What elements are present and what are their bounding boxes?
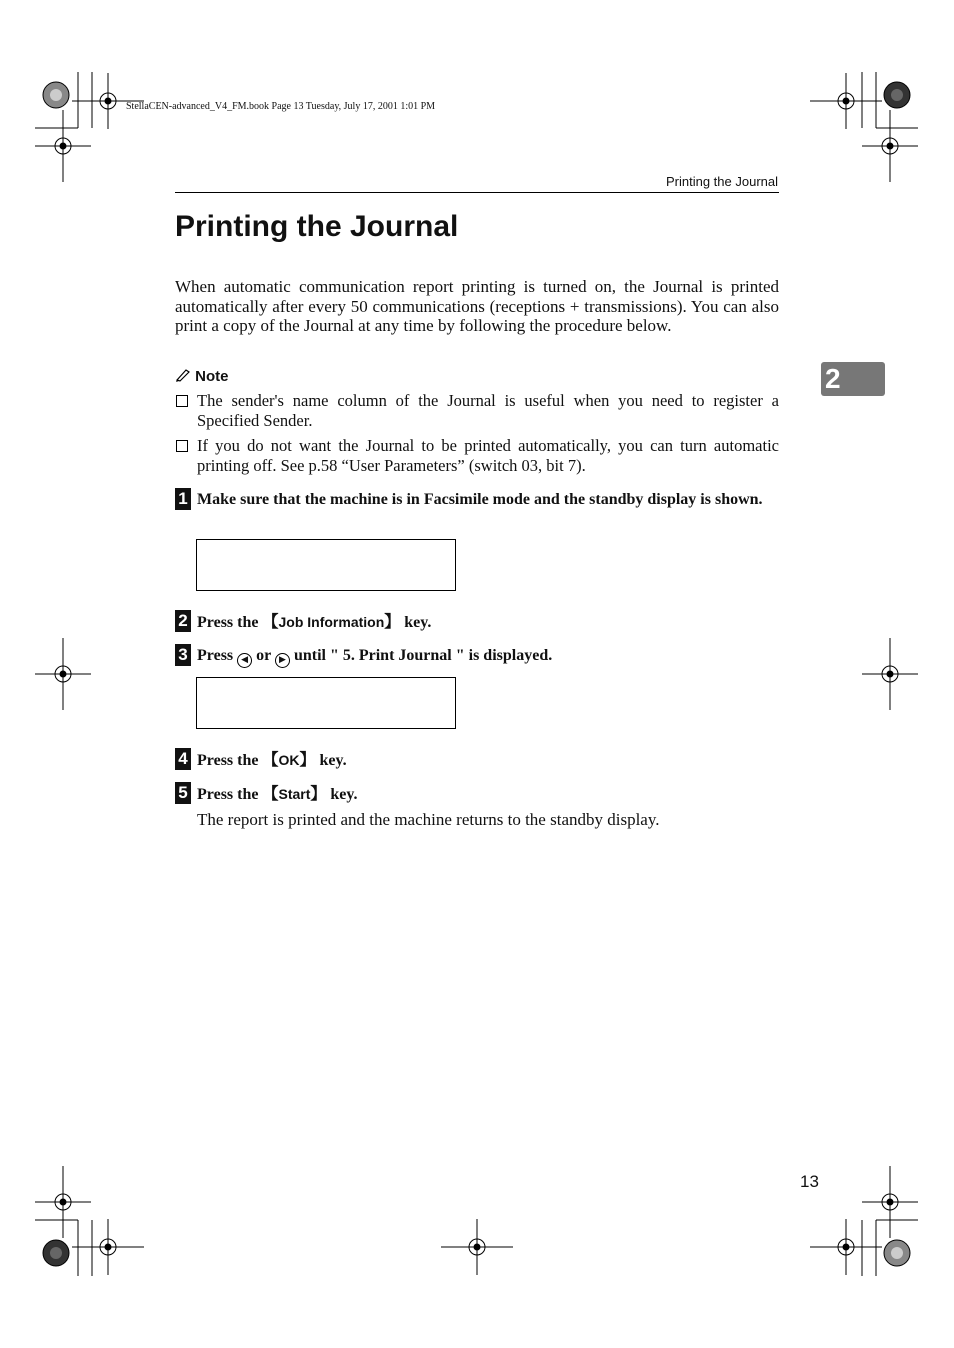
checkbox-bullet-icon: [176, 440, 188, 452]
checkbox-bullet-icon: [176, 395, 188, 407]
list-item: The sender's name column of the Journal is useful when you need to register a Specified Sender.: [175, 391, 779, 431]
step-3: 3 Press ◀ or ▶ until " 5. Print Journal " is displayed.: [175, 646, 779, 668]
step-2: 2 Press the 【Job Information】 key.: [175, 612, 779, 633]
header-rule: [175, 192, 779, 193]
note-label: Note: [195, 368, 229, 385]
step-5: 5 Press the 【Start】 key.: [175, 784, 779, 805]
chapter-tab: [821, 362, 885, 396]
lcd-line-1: [197, 590, 455, 591]
intro-paragraph: When automatic communication report printing is turned on, the Journal is printed automatically after every 50 communications (receptions + transmissions). You can also print a copy of the Journal at any time by following the procedure below.: [175, 277, 779, 335]
lcd-standby-display: [196, 539, 456, 591]
lcd-line-1: [197, 728, 455, 729]
note-list: [175, 391, 779, 481]
registration-targets: [35, 73, 918, 1275]
step-1: [175, 490, 779, 510]
running-header: Printing the Journal: [665, 174, 778, 189]
step-number: 1: [175, 488, 191, 510]
note-heading: [175, 368, 229, 385]
chapter-number: 2: [825, 363, 841, 394]
step-5-result: The report is printed and the machine returns to the standby display.: [197, 810, 660, 829]
step-number: 5: [175, 782, 191, 804]
step-number: 2: [175, 610, 191, 632]
start-key: Start: [278, 786, 311, 802]
page-number: 13: [800, 1172, 819, 1191]
left-arrow-key-icon: ◀: [237, 653, 252, 668]
step-number: 3: [175, 644, 191, 666]
print-info: StellaCEN-advanced_V4_FM.book Page 13 Tuesday, July 17, 2001 1:01 PM: [126, 101, 436, 112]
ok-key: OK: [278, 752, 300, 768]
step-number: 4: [175, 748, 191, 770]
list-item: If you do not want the Journal to be printed automatically, you can turn automatic printing off. See p.58 “User Parameters” (switch 03, bit 7).: [175, 436, 779, 476]
job-information-key: Job Information: [278, 614, 385, 630]
pencil-icon: [175, 368, 191, 382]
step-text: Make sure that the machine is in Facsimile mode and the standby display is shown.: [197, 491, 763, 508]
right-arrow-key-icon: ▶: [275, 653, 290, 668]
lcd-job-information-display: [196, 677, 456, 729]
step-4: 4 Press the 【OK】 key.: [175, 750, 779, 771]
page-title: Printing the Journal: [175, 210, 459, 243]
density-wheels: [43, 82, 910, 1266]
